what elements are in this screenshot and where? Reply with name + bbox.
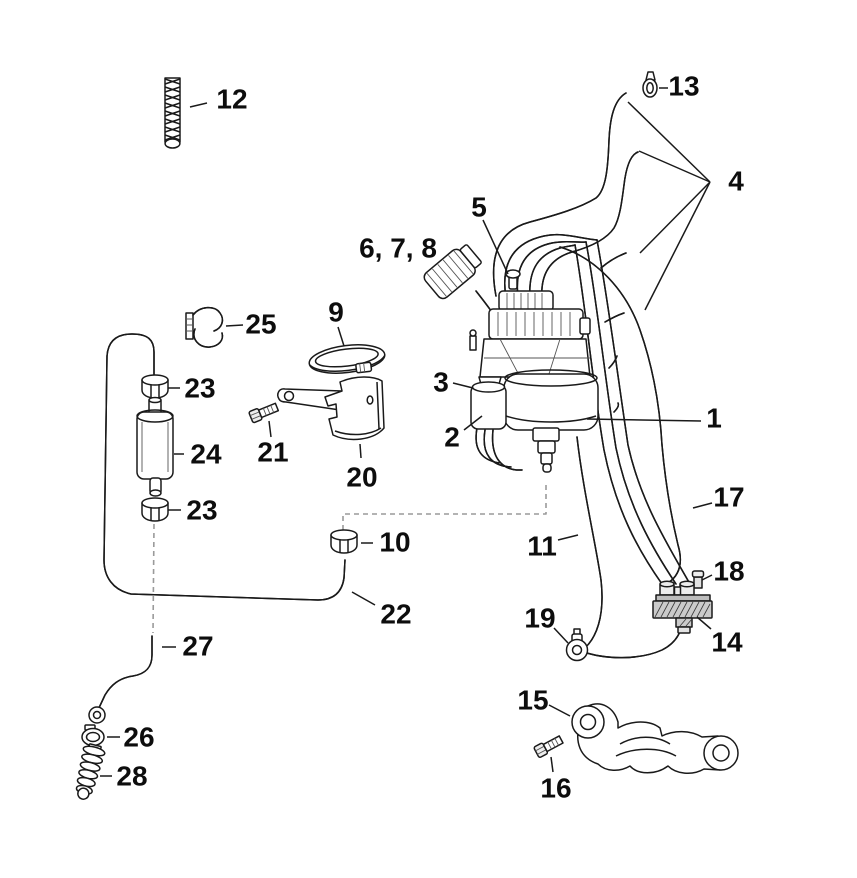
leader-line-17: [693, 503, 712, 508]
hose-clamp-part26: [82, 725, 104, 746]
callout-1: [587, 403, 722, 434]
callout-6-7-8: [359, 233, 437, 264]
ribbed-fitting-part28: [71, 743, 106, 802]
leader-line-22: [352, 592, 375, 605]
callout-4: [628, 102, 744, 310]
part-label-13: 13: [668, 70, 700, 102]
callout-28: [100, 761, 148, 792]
part-label-3: 3: [433, 366, 449, 398]
callout-9: [328, 297, 344, 347]
retainer-clip-part25: [186, 308, 222, 348]
part-label-22: 22: [380, 598, 412, 630]
hose-wave-1-core: [505, 235, 597, 298]
hose-core: [193, 308, 222, 331]
part-label-27: 27: [182, 630, 214, 662]
hose-top-long-core: [494, 93, 626, 296]
hose-stub-4-core: [614, 403, 618, 412]
hose-stub-1-core: [601, 253, 626, 268]
callout-16: [540, 757, 571, 804]
canister-hoses: [476, 428, 522, 470]
callout-17: [693, 482, 745, 513]
leader-line-19: [554, 628, 568, 643]
pump-upper-body: [489, 309, 583, 339]
part-label-12: 12: [216, 83, 248, 115]
hose-core: [484, 430, 511, 467]
part-label-18: 18: [713, 555, 745, 587]
part-label-10: 10: [379, 526, 411, 558]
bolt-part21: [249, 401, 279, 423]
mount-bracket-part15: [572, 704, 738, 773]
cap-nut-part10: [331, 530, 357, 553]
canister-part2: [471, 382, 506, 429]
callout-3: [433, 367, 473, 398]
threaded-stud-part12: [165, 78, 180, 148]
callout-11: [527, 531, 578, 562]
part-label-23b: 23: [186, 494, 218, 526]
part-label-2: 2: [444, 421, 460, 453]
callout-10: [361, 527, 411, 558]
hose-clamp-part19: [567, 629, 588, 661]
hose-11-down-core: [577, 437, 602, 651]
leader-line-3: [453, 383, 473, 388]
callout-14: [697, 617, 743, 658]
hose-core: [476, 428, 499, 463]
part-label-24: 24: [190, 438, 222, 470]
hose-top-second: [542, 152, 638, 299]
part-label-19: 19: [524, 602, 556, 634]
hose-top-second-core: [542, 152, 638, 299]
callout-13: [659, 71, 700, 102]
part-label-23a: 23: [184, 372, 216, 404]
callout-15: [517, 685, 570, 717]
cap-nut-part23-upper: [142, 375, 168, 398]
part-label-20: 20: [346, 461, 378, 493]
fuel-hose-part11: [577, 437, 681, 658]
part-label-28: 28: [116, 760, 148, 792]
callout-20: [346, 444, 377, 493]
leader-line-21: [269, 421, 271, 437]
leader-line-1: [587, 419, 701, 421]
band-clamp-part9: [308, 341, 387, 379]
leader-line-25: [226, 325, 243, 326]
leader-line-14: [697, 617, 711, 629]
part-label-17: 17: [713, 481, 745, 513]
hose-core: [98, 636, 152, 710]
callout-27: [162, 631, 214, 662]
part-label-5: 5: [471, 191, 487, 223]
part-label-11: 11: [527, 530, 557, 562]
leader-line-12: [190, 103, 207, 107]
part-label-15: 15: [517, 684, 549, 716]
part-label-9: 9: [328, 296, 344, 328]
callout-24: [174, 439, 222, 470]
callout-layer: [100, 71, 745, 804]
callout-23b: [168, 495, 218, 526]
part-label-16: 16: [540, 772, 572, 804]
part-label-6-7-8: 6, 7, 8: [359, 232, 437, 264]
leader-line-5: [483, 220, 508, 274]
cap-nut-part23-lower: [142, 498, 168, 521]
leader-line-15: [549, 705, 570, 716]
part-label-1: 1: [706, 402, 722, 434]
callout-12: [190, 84, 248, 115]
nipple-part18: [694, 577, 702, 588]
callout-25: [226, 309, 277, 340]
part-label-25: 25: [245, 308, 277, 340]
callout-19: [524, 603, 568, 644]
leader-line-16: [551, 757, 553, 772]
hose-stub-2-core: [605, 313, 624, 322]
leader-line-11: [558, 535, 578, 540]
callout-23a: [168, 373, 216, 404]
callout-21: [257, 421, 288, 468]
part-label-14: 14: [711, 626, 743, 658]
part-label-26: 26: [123, 721, 155, 753]
leader-line-9: [338, 327, 344, 346]
hose-core: [194, 329, 222, 347]
part-label-21: 21: [257, 436, 289, 468]
hose-clip-part13: [643, 72, 657, 97]
fuel-filter-part14: [653, 571, 712, 633]
leader-line-4: [640, 182, 710, 253]
hose-top-long: [494, 93, 626, 296]
callout-22: [352, 592, 412, 630]
fuel-hose-part27: [89, 636, 152, 723]
leader-line-4: [645, 182, 710, 310]
leader-line-4: [639, 151, 710, 182]
leader-line-20: [360, 444, 361, 458]
leader-line-4: [628, 102, 710, 182]
clamp-bracket-part20: [278, 377, 384, 439]
bolt-part16: [534, 734, 564, 758]
hose-wave-1: [505, 235, 597, 298]
callout-18: [702, 556, 745, 587]
part-label-4: 4: [728, 165, 744, 197]
inline-filter-part24: [137, 398, 173, 497]
callout-26: [107, 722, 155, 753]
